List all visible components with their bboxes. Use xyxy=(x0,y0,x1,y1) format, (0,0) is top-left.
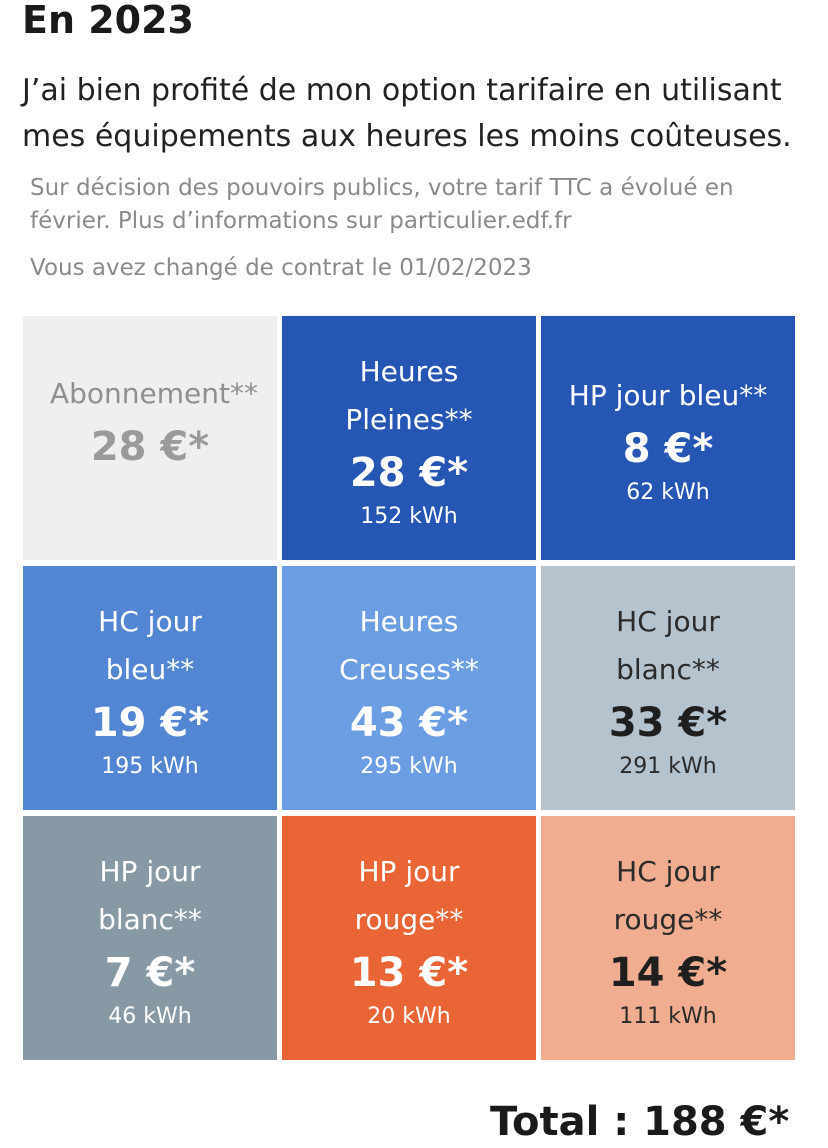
tile-amount: 43 €* xyxy=(349,700,469,746)
tile-label: HC jour bleu** xyxy=(98,605,202,686)
tile-amount: 7 €* xyxy=(104,950,196,996)
tile-heures-pleines xyxy=(282,316,536,560)
tile-label: HP jour blanc** xyxy=(98,855,202,936)
intro-text: J’ai bien profité de mon option tarifaire en utilisant mes équipements aux heures les moins coûteuses. xyxy=(22,73,792,154)
tariff-tiles-grid xyxy=(23,316,795,1060)
contract-change-note: Vous avez changé de contrat le 01/02/2023 xyxy=(30,255,532,281)
tile-amount: 33 €* xyxy=(608,700,728,746)
tile-kwh: 291 kWh xyxy=(619,754,717,779)
tile-hc-jour-bleu xyxy=(23,566,277,810)
tile-amount: 13 €* xyxy=(349,950,469,996)
tile-hp-jour-rouge xyxy=(282,816,536,1060)
tile-kwh: 195 kWh xyxy=(101,754,199,779)
tile-label: HC jour rouge** xyxy=(613,855,723,936)
tile-amount: 14 €* xyxy=(608,950,728,996)
tariff-change-note: Sur décision des pouvoirs publics, votre tarif TTC a évolué en février. Plus d’informations sur particulier.edf.fr xyxy=(30,175,734,234)
tile-label: HC jour blanc** xyxy=(616,605,720,686)
tile-label: Abonnement** xyxy=(50,377,259,410)
tile-kwh: 46 kWh xyxy=(108,1004,192,1029)
tile-hp-jour-bleu xyxy=(541,316,795,560)
tile-amount: 28 €* xyxy=(349,450,469,496)
tile-heures-creuses xyxy=(282,566,536,810)
tile-amount: 8 €* xyxy=(622,426,714,472)
tile-label: HP jour rouge** xyxy=(354,855,464,936)
tile-kwh: 295 kWh xyxy=(360,754,458,779)
total-amount: Total : 188 €* xyxy=(490,1099,790,1145)
tile-hp-jour-blanc xyxy=(23,816,277,1060)
tile-label: Heures Creuses** xyxy=(339,605,479,686)
tile-subscription xyxy=(23,316,277,560)
tile-hc-jour-blanc xyxy=(541,566,795,810)
tile-kwh: 20 kWh xyxy=(367,1004,451,1029)
tile-amount: 28 €* xyxy=(90,424,210,470)
tile-kwh: 152 kWh xyxy=(360,504,458,529)
year-title: En 2023 xyxy=(22,0,195,42)
tile-label: Heures Pleines** xyxy=(345,355,473,436)
tile-label: HP jour bleu** xyxy=(568,379,768,412)
tile-kwh: 62 kWh xyxy=(626,480,710,505)
tile-kwh: 111 kWh xyxy=(619,1004,717,1029)
tile-amount: 19 €* xyxy=(90,700,210,746)
tile-hc-jour-rouge xyxy=(541,816,795,1060)
